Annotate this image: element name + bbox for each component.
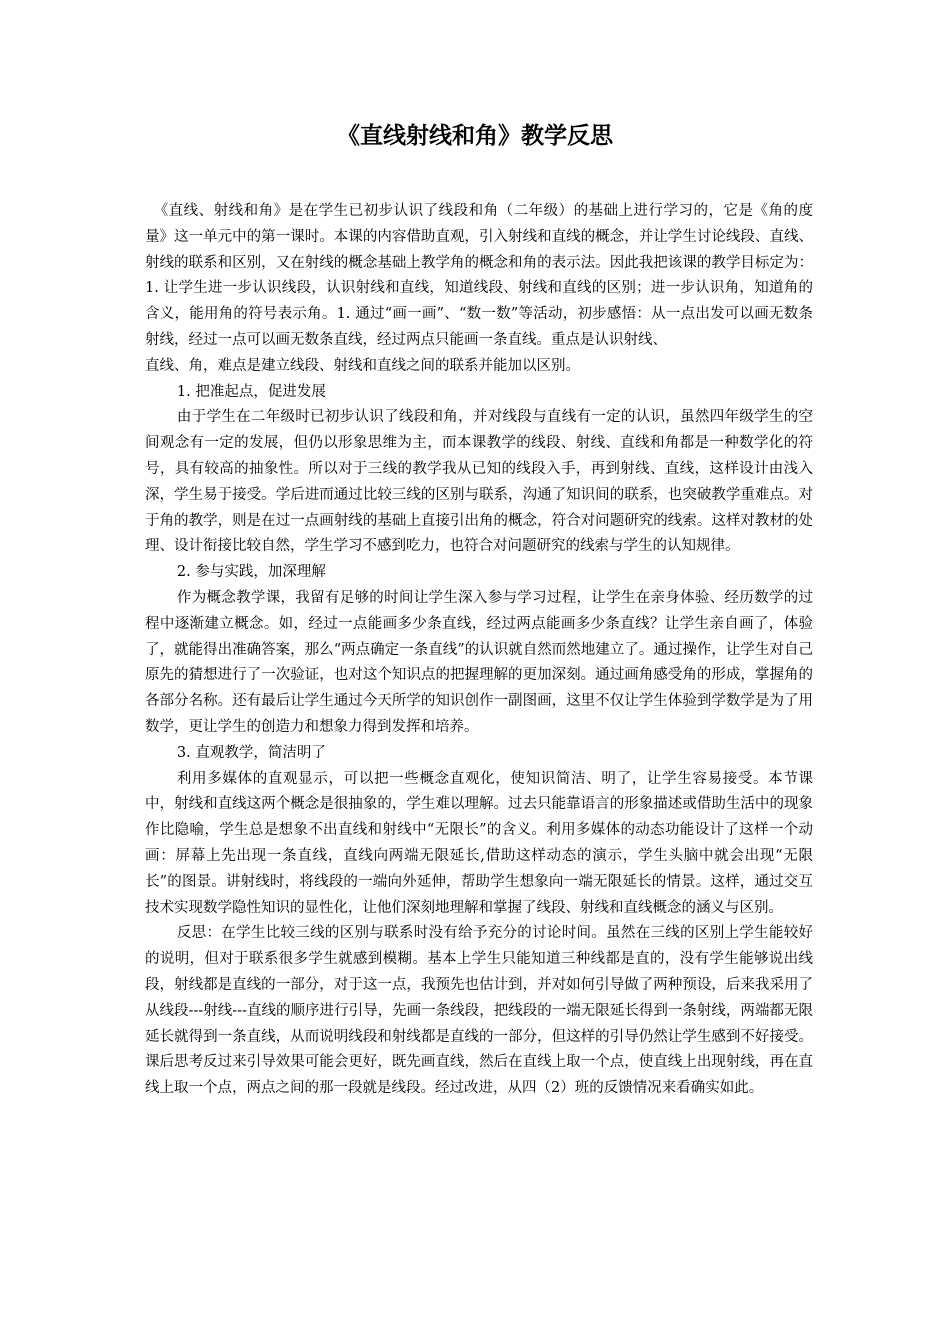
document-title: 《直线射线和角》教学反思 [337,123,613,149]
section-paragraph-1: 由于学生在二年级时已初步认识了线段和角，并对线段与直线有一定的认识，虽然四年级学生的空间观念有一定的发展，但仍以形象思维为主，而本课教学的线段、射线、直线和角都是一种数学化的符号，具有较高的抽象性。所以对于三线的教学我从已知的线段入手，再到射线、直线，这样设计由浅入深，学生易于接受。学后进而通过比较三线的区别与联系，沟通了知识间的联系，也突破教学重难点。对于角的教学，则是在过一点画射线的基础上直接引出角的概念，符合对问题研究的线索。这样对教材的处理、设计衔接比较自然，学生学习不感到吃力，也符合对问题研究的线索与学生的认知规律。 [145,409,813,555]
section-heading-2: 2. 参与实践，加深理解 [176,564,326,581]
reflection-paragraph: 反思：在学生比较三线的区别与联系时没有给予充分的讨论时间。虽然在三线的区别上学生能较好的说明，但对于联系很多学生就感到模糊。基本上学生只能知道三种线都是直的，没有学生能够说出线段，射线都是直线的一部分，对于这一点，我预先也估计到，并对如何引导做了两种预设，后来我采用了从线段---射线---直线的顺序进行引导，先画一条线段，把线段的一端无限延长得到一条射线，两端都无限延长就得到一条直线，从而说明线段和射线都是直线的一部分，但这样的引导仍然让学生感到不好接受。课后思考反过来引导效果可能会更好，既先画直线，然后在直线上取一个点，使直线上出现射线，再在直线上取一个点，两点之间的那一段就是线段。经过改进，从四（2）班的反馈情况来看确实如此。 [145,925,813,1097]
section-paragraph-3: 利用多媒体的直观显示，可以把一些概念直观化，使知识简洁、明了，让学生容易接受。本节课中，射线和直线这两个概念是很抽象的，学生难以理解。过去只能靠语言的形象描述或借助生活中的现象作比隐喻，学生总是想象不出直线和射线中“无限长”的含义。利用多媒体的动态功能设计了这样一个动画：屏幕上先出现一条直线，直线向两端无限延长,借助这样动态的演示，学生头脑中就会出现“无限长”的图景。讲射线时，将线段的一端向外延伸，帮助学生想象向一端无限延长的情景。这样，通过交互技术实现数学隐性知识的显性化，让他们深刻地理解和掌握了线段、射线和直线概念的涵义与区别。 [145,770,813,916]
section-paragraph-2: 作为概念教学课，我留有足够的时间让学生深入参与学习过程，让学生在亲身体验、经历数学的过程中逐渐建立概念。如，经过一点能画多少条直线，经过两点能画多少条直线？让学生亲自画了，体验了，就能得出准确答案，那么“两点确定一条直线”的认识就自然而然地建立了。通过操作，让学生对自己原先的猜想进行了一次验证，也对这个知识点的把握理解的更加深刻。通过画角感受角的形成，掌握角的各部分名称。还有最后让学生通过今天所学的知识创作一副图画，这里不仅让学生体验到学数学是为了用数学，更让学生的创造力和想象力得到发挥和培养。 [145,589,813,735]
section-heading-1: 1. 把准起点，促进发展 [176,383,326,400]
section-heading-3: 3. 直观教学，简洁明了 [176,744,326,761]
intro-paragraph: 《直线、射线和角》是在学生已初步认识了线段和角（二年级）的基础上进行学习的，它是《角的度量》这一单元中的第一课时。本课的内容借助直观，引入射线和直线的概念，并让学生讨论线段、直线、射线的联系和区别，又在射线的概念基础上教学角的概念和角的表示法。因此我把该课的教学目标定为：1. 让学生进一步认识线段，认识射线和直线，知道线段、射线和直线的区别；进一步认识角，知道角的含义，能用角的符号表示角。1. 通过“画一画”、“数一数”等活动，初步感悟：从一点出发可以画无数条射线，经过一点可以画无数条直线，经过两点只能画一条直线。重点是认识射线、 [145,203,813,348]
document-body [145,199,813,1102]
intro-paragraph-continued: 直线、角，难点是建立线段、射线和直线之间的联系并能加以区别。 [145,357,580,374]
